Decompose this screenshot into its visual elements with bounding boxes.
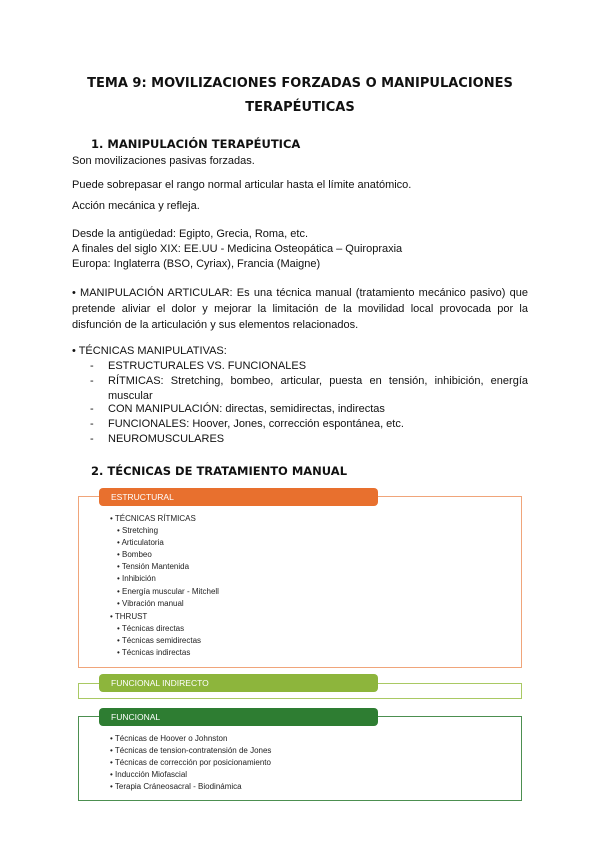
estructural-header: ESTRUCTURAL — [99, 488, 378, 506]
history-line-1: Desde la antigüedad: Egipto, Grecia, Roma, etc. — [72, 228, 309, 240]
funcional-indirecto-header: FUNCIONAL INDIRECTO — [99, 674, 378, 692]
list-item: • Técnicas de Hoover o Johnston — [110, 734, 228, 743]
tecnica-item — [90, 432, 528, 447]
list-item: • Vibración manual — [117, 599, 184, 608]
page-title-line-2: TERAPÉUTICAS — [245, 100, 355, 115]
intro-line-1: Son movilizaciones pasivas forzadas. — [72, 155, 255, 167]
intro-line-2: Puede sobrepasar el rango normal articular hasta el límite anatómico. — [72, 179, 412, 191]
tecnica-item — [90, 402, 528, 417]
history-line-2: A finales del siglo XIX: EE.UU - Medicina Osteopática – Quiropraxia — [72, 243, 403, 255]
dash-marker: - — [90, 360, 94, 372]
list-item: • Técnicas de tension-contratensión de Jones — [110, 746, 272, 755]
list-item: • Articulatoria — [117, 538, 164, 547]
section-2-heading: 2. TÉCNICAS DE TRATAMIENTO MANUAL — [91, 464, 348, 478]
list-item: • Stretching — [117, 526, 159, 535]
tecnica-text: RÍTMICAS: Stretching, bombeo, articular, puesta en tensión, inhibición, energía muscular — [108, 375, 528, 402]
section-1-heading: 1. MANIPULACIÓN TERAPÉUTICA — [91, 137, 301, 151]
list-item: • Bombeo — [117, 550, 152, 559]
tecnica-item — [90, 359, 528, 374]
dash-marker: - — [90, 433, 94, 445]
tecnica-text: CON MANIPULACIÓN: directas, semidirectas, indirectas — [108, 403, 385, 415]
list-item: • Técnicas directas — [117, 624, 185, 633]
tecnicas-manipulativas-heading: • TÉCNICAS MANIPULATIVAS: — [72, 345, 227, 357]
tecnica-text: ESTRUCTURALES VS. FUNCIONALES — [108, 360, 307, 372]
dash-marker: - — [90, 403, 94, 415]
history-line-3: Europa: Inglaterra (BSO, Cyriax), Francia (Maigne) — [72, 258, 321, 270]
tecnica-text: FUNCIONALES: Hoover, Jones, corrección espontánea, etc. — [108, 418, 404, 430]
list-item: • Terapia Cráneosacral - Biodinámica — [110, 782, 242, 791]
list-item: • Inducción Miofascial — [110, 770, 188, 779]
list-item: • Técnicas de corrección por posicionamiento — [110, 758, 271, 767]
tecnica-item — [90, 417, 528, 432]
dash-marker: - — [90, 375, 94, 387]
page-title-line-1: TEMA 9: MOVILIZACIONES FORZADAS O MANIPULACIONES — [87, 76, 513, 91]
dash-marker: - — [90, 418, 94, 430]
tecnica-item — [90, 374, 528, 404]
list-item: • Inhibición — [117, 574, 156, 583]
funcional-header: FUNCIONAL — [99, 708, 378, 726]
list-item: • Energía muscular - Mitchell — [117, 587, 219, 596]
tecnica-text: NEUROMUSCULARES — [108, 433, 225, 445]
list-item: • Técnicas indirectas — [117, 648, 191, 657]
list-item: • THRUST — [110, 612, 148, 621]
manipulacion-articular-paragraph: • MANIPULACIÓN ARTICULAR: Es una técnica manual (tratamiento mecánico pasivo) que pretende aliviar el dolor y mejorar la limitación de la movilidad local provocada por la disfunción de la articulación y sus elementos relacionados. — [72, 287, 528, 331]
list-item: • Técnicas semidirectas — [117, 636, 202, 645]
list-item: • TÉCNICAS RÍTMICAS — [110, 514, 196, 523]
intro-line-3: Acción mecánica y refleja. — [72, 200, 200, 212]
list-item: • Tensión Mantenida — [117, 562, 190, 571]
